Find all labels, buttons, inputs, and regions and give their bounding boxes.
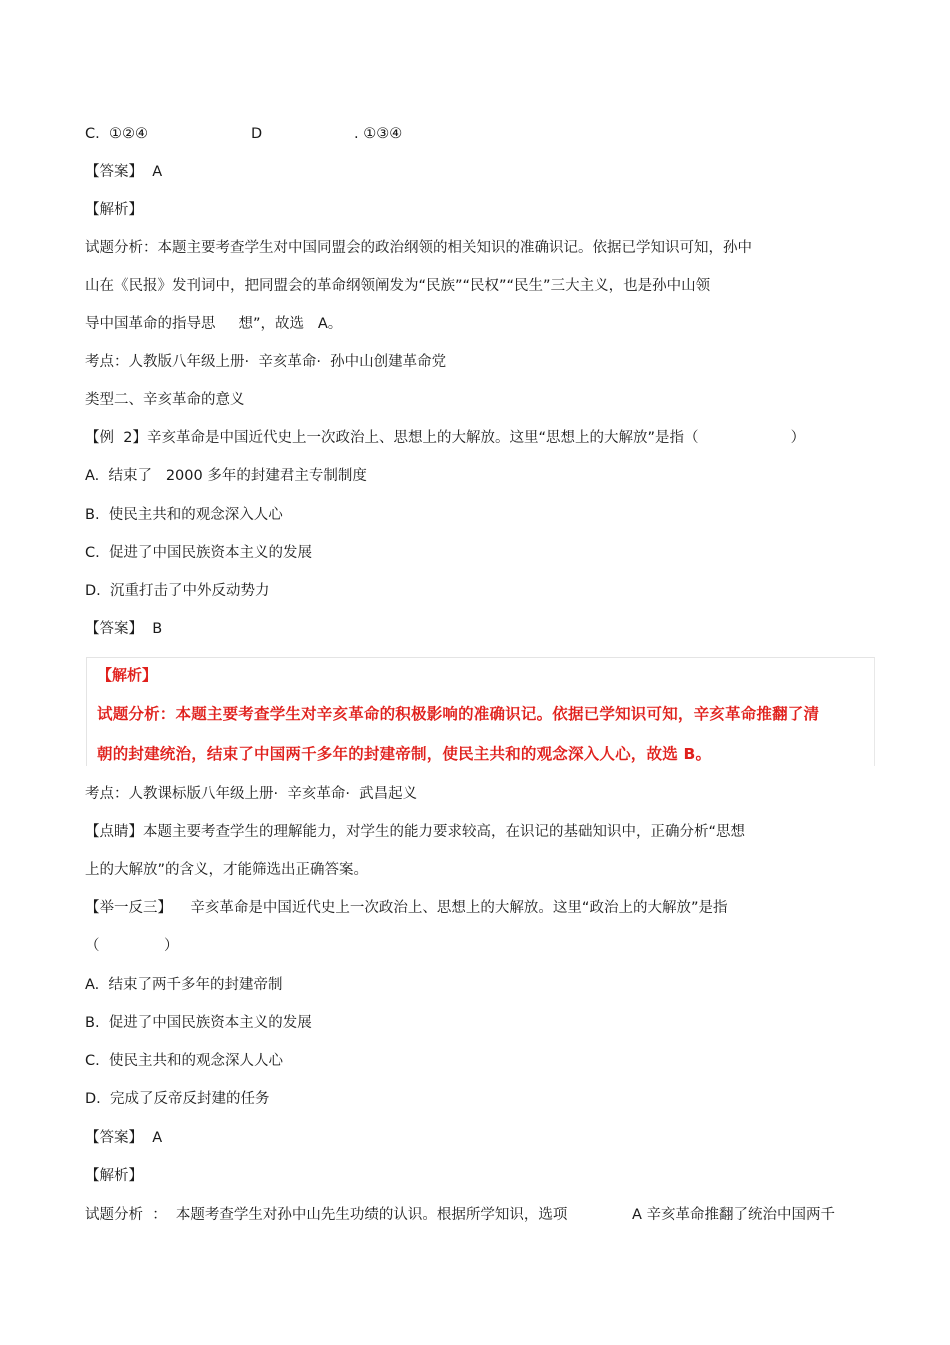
dianjing-line-1: 【点睛】本题主要考查学生的理解能力，对学生的能力要求较高，在识记的基础知识中，正确分析“思想 [85,824,746,840]
juyi-option-d: D. 完成了反帝反封建的任务 [85,1091,270,1107]
option-d-letter: D [251,126,263,142]
analysis-2-line-2: 朝的封建统治，结束了中国两千多年的封建帝制，使民主共和的观念深入人心，故选 B。 [97,745,712,763]
analysis-1-label: 【解析】 [85,202,143,218]
juyi-question-line-1: 【举一反三】 辛亥革命是中国近代史上一次政治上、思想上的大解放。这里“政治上的大解放”是指 [85,900,728,916]
kaodian-1: 考点：人教版八年级上册· 辛亥革命· 孙中山创建革命党 [85,354,447,370]
example-2-option-d: D. 沉重打击了中外反动势力 [85,583,270,599]
option-d-value: . ①③④ [354,126,403,142]
answer-3: 【答案】 A [85,1130,163,1146]
answer-2: 【答案】 B [85,621,163,637]
example-2-option-b: B. 使民主共和的观念深入人心 [85,507,283,523]
example-2-question: 【例 2】辛亥革命是中国近代史上一次政治上、思想上的大解放。这里“思想上的大解放”是指（ ） [85,430,806,446]
dianjing-line-2: 上的大解放”的含义，才能筛选出正确答案。 [85,862,369,878]
analysis-2-box [86,657,875,766]
analysis-2-line-1: 试题分析：本题主要考查学生对辛亥革命的积极影响的准确识记。依据已学知识可知，辛亥革命推翻了清 [97,705,820,723]
juyi-question-line-2: （ ） [85,938,179,954]
juyi-option-a: A. 结束了两千多年的封建帝制 [85,977,283,993]
juyi-option-b: B. 促进了中国民族资本主义的发展 [85,1015,312,1031]
analysis-2-heading: 【解析】 [97,666,158,684]
answer-1: 【答案】 A [85,164,163,180]
example-2-option-c: C. 促进了中国民族资本主义的发展 [85,545,312,561]
example-2-option-a: A. 结束了 2000 多年的封建君主专制制度 [85,468,367,484]
kaodian-2: 考点：人教课标版八年级上册· 辛亥革命· 武昌起义 [85,786,418,802]
analysis-1-line-2: 山在《民报》发刊词中，把同盟会的革命纲领阐发为“民族”“民权”“民生”三大主义，也是孙中山领 [85,278,711,294]
analysis-1-line-1: 试题分析：本题主要考查学生对中国同盟会的政治纲领的相关知识的准确识记。依据已学知识可知，孙中 [85,240,752,256]
analysis-1-line-3: 导中国革命的指导思 想”，故选 A。 [85,316,343,332]
type-2-heading: 类型二、辛亥革命的意义 [85,392,245,408]
juyi-option-c: C. 使民主共和的观念深人人心 [85,1053,283,1069]
analysis-3-line-1: 试题分析 ： 本题考查学生对孙中山先生功绩的认识。根据所学知识，选项 A 辛亥革命推翻了统治中国两千 [85,1207,835,1223]
option-c: C. ①②④ [85,126,148,142]
analysis-3-label: 【解析】 [85,1168,143,1184]
